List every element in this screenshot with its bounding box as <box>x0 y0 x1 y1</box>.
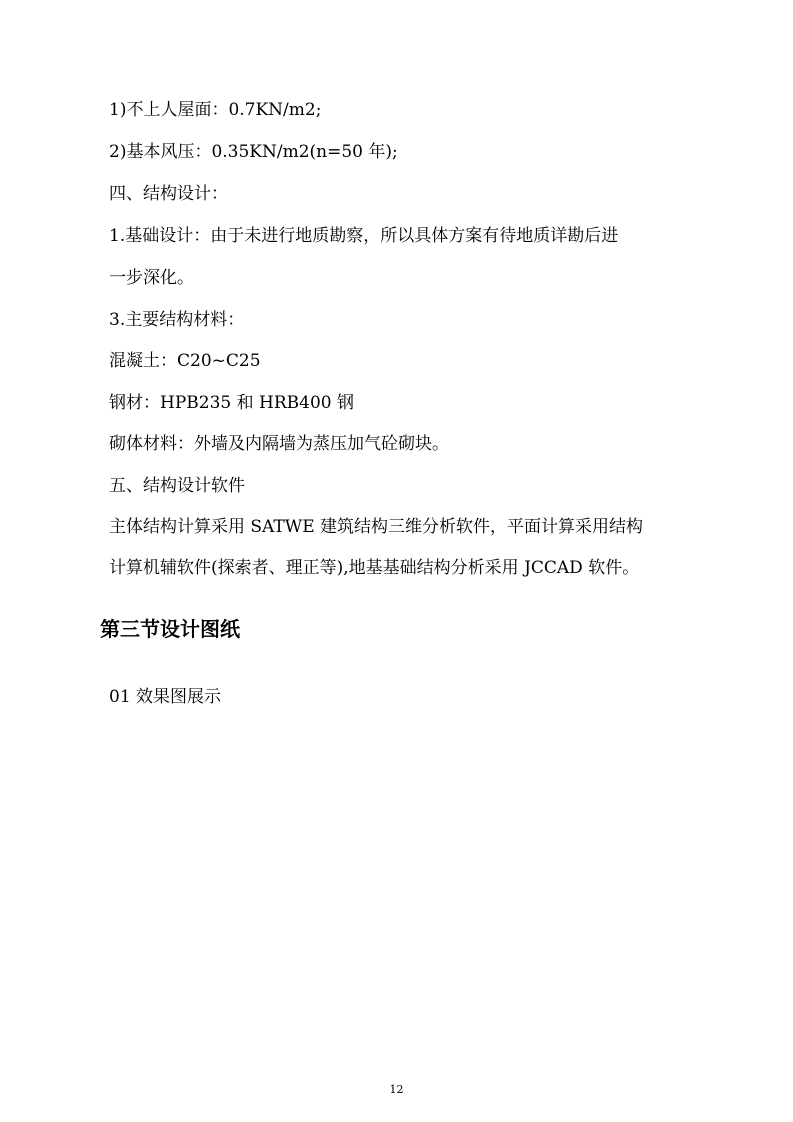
text-line-foundation-design-cont: 一步深化。 <box>109 268 194 288</box>
text-line-roof-load: 1)不上人屋面：0.7KN/m2; <box>109 100 322 120</box>
text-line-concrete: 混凝土：C20~C25 <box>109 351 261 371</box>
text-line-main-materials: 3.主要结构材料： <box>109 310 245 330</box>
section-heading: 第三节设计图纸 <box>100 617 240 641</box>
text-line-software-heading: 五、结构设计软件 <box>109 476 245 496</box>
text-line-steel: 钢材：HPB235 和 HRB400 钢 <box>109 393 354 413</box>
subsection-title: 01 效果图展示 <box>109 687 222 707</box>
text-line-structure-design-heading: 四、结构设计： <box>109 184 228 204</box>
text-line-software-1: 主体结构计算采用 SATWE 建筑结构三维分析软件，平面计算采用结构 <box>109 517 644 537</box>
text-line-software-2: 计算机辅软件(探索者、理正等),地基基础结构分析采用 JCCAD 软件。 <box>109 558 640 578</box>
text-line-wind-pressure: 2)基本风压：0.35KN/m2(n=50 年); <box>109 142 398 162</box>
text-line-masonry: 砌体材料：外墙及内隔墙为蒸压加气砼砌块。 <box>109 434 449 454</box>
text-line-foundation-design: 1.基础设计：由于未进行地质勘察，所以具体方案有待地质详勘后进 <box>109 226 619 246</box>
page-number: 12 <box>389 1083 404 1096</box>
